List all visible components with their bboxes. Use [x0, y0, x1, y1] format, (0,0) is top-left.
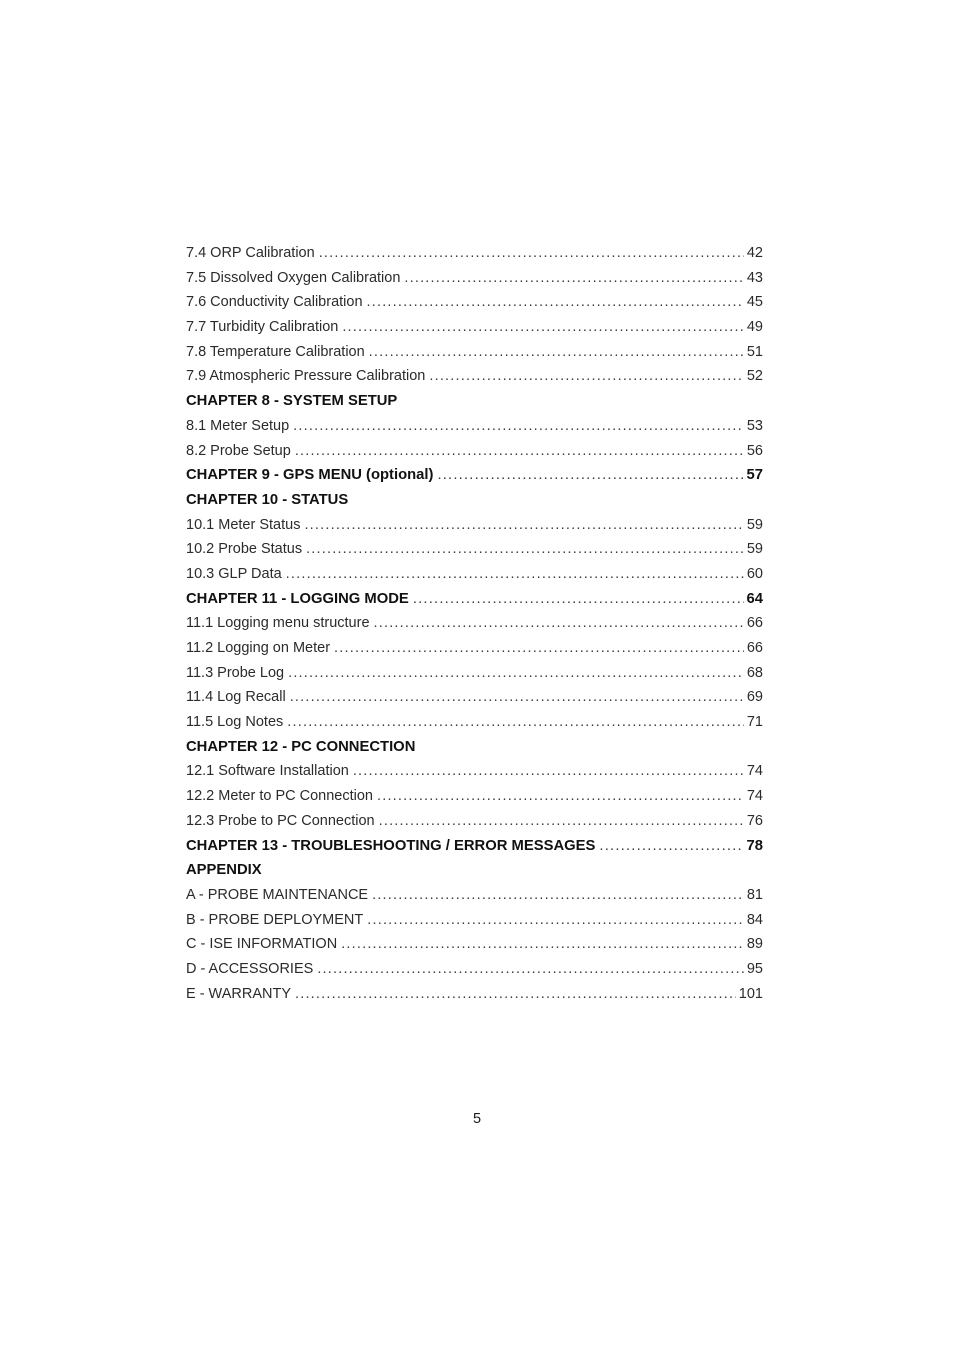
toc-dot-leader	[372, 883, 744, 908]
toc-entry	[186, 290, 763, 315]
toc-dot-leader	[377, 784, 744, 809]
toc-entry-title: D - ACCESSORIES	[186, 960, 314, 977]
toc-entry-page: 42	[746, 245, 763, 261]
toc-dot-leader	[367, 908, 744, 933]
toc-entry-title: 7.8 Temperature Calibration	[186, 343, 365, 360]
toc-entry	[186, 241, 763, 266]
toc-entry-page: 68	[746, 664, 763, 681]
toc-entry-title: 7.4 ORP Calibration	[186, 245, 315, 261]
toc-entry-page: 95	[746, 960, 763, 977]
toc-entry-page: 57	[746, 467, 763, 484]
toc-entry	[186, 611, 763, 636]
toc-chapter-heading	[186, 735, 763, 760]
toc-entry-page: 60	[746, 565, 763, 582]
toc-entry	[186, 908, 763, 933]
toc-entry-title: 10.3 GLP Data	[186, 565, 282, 582]
toc-dot-leader	[374, 611, 744, 636]
toc-entry	[186, 932, 763, 957]
toc-entry	[186, 661, 763, 686]
toc-dot-leader	[369, 340, 744, 365]
toc-dot-leader	[379, 809, 744, 834]
toc-entry-title: APPENDIX	[186, 862, 262, 879]
toc-dot-leader	[317, 957, 744, 982]
toc-entry	[186, 266, 763, 291]
toc-entry-page: 59	[746, 516, 763, 533]
toc-entry	[186, 957, 763, 982]
toc-dot-leader	[404, 266, 743, 291]
toc-dot-leader	[290, 685, 744, 710]
toc-entry-title: 10.2 Probe Status	[186, 541, 303, 558]
toc-entry-page: 66	[746, 615, 763, 632]
toc-entry-title: 11.3 Probe Log	[186, 664, 285, 681]
toc-entry-page: 101	[738, 985, 763, 1002]
toc-entry-page: 66	[746, 640, 763, 656]
toc-entry-title: 11.4 Log Recall	[186, 689, 286, 706]
toc-dot-leader	[287, 710, 744, 735]
toc-dot-leader	[353, 759, 744, 784]
toc-dot-leader	[599, 834, 743, 859]
toc-entry-title: 10.1 Meter Status	[186, 516, 301, 533]
toc-dot-leader	[293, 414, 744, 439]
toc-dot-leader	[342, 315, 744, 340]
toc-entry-title: 12.3 Probe to PC Connection	[186, 812, 375, 829]
toc-entry	[186, 809, 763, 834]
toc-entry-title: 11.5 Log Notes	[186, 714, 284, 731]
toc-entry-title: CHAPTER 10 - STATUS	[186, 491, 349, 508]
toc-entry	[186, 562, 763, 587]
toc-entry	[186, 710, 763, 735]
toc-entry	[186, 513, 763, 538]
toc-entry-title: 7.5 Dissolved Oxygen Calibration	[186, 269, 401, 286]
toc-dot-leader	[288, 661, 744, 686]
toc-entry-page: 52	[746, 368, 763, 385]
toc-entry-page: 71	[746, 714, 763, 731]
toc-entry-page: 74	[746, 763, 763, 780]
toc-entry-title: 8.1 Meter Setup	[186, 417, 290, 434]
toc-dot-leader	[304, 513, 743, 538]
toc-entry-title: CHAPTER 13 - TROUBLESHOOTING / ERROR MESSAGES	[186, 837, 596, 854]
toc-chapter-heading	[186, 587, 763, 612]
toc-entry-title: E - WARRANTY	[186, 985, 291, 1002]
toc-entry	[186, 537, 763, 562]
toc-entry	[186, 982, 763, 1007]
toc-entry-page: 64	[746, 590, 763, 607]
toc-entry-page: 56	[746, 442, 763, 459]
toc-entry-page: 49	[746, 319, 763, 336]
toc-entry-title: 12.1 Software Installation	[186, 763, 349, 780]
toc-entry	[186, 414, 763, 439]
page-number: 5	[472, 1111, 482, 1127]
toc-dot-leader	[306, 537, 744, 562]
toc-entry-title: CHAPTER 8 - SYSTEM SETUP	[186, 393, 398, 410]
toc-dot-leader	[429, 364, 743, 389]
toc-chapter-heading	[186, 834, 763, 859]
toc-dot-leader	[367, 290, 744, 315]
toc-entry-title: CHAPTER 12 - PC CONNECTION	[186, 738, 416, 755]
toc-entry-page: 59	[746, 541, 763, 558]
toc-dot-leader	[341, 932, 744, 957]
toc-entry	[186, 759, 763, 784]
toc-entry-title: 7.7 Turbidity Calibration	[186, 319, 339, 336]
toc-entry-title: 12.2 Meter to PC Connection	[186, 788, 373, 805]
table-of-contents	[186, 241, 763, 1006]
toc-dot-leader	[413, 587, 744, 612]
toc-chapter-heading	[186, 488, 763, 513]
toc-entry-page: 78	[746, 837, 763, 854]
toc-entry-title: 7.6 Conductivity Calibration	[186, 294, 363, 311]
toc-entry-title: C - ISE INFORMATION	[186, 936, 338, 953]
toc-entry-title: 11.2 Logging on Meter	[186, 640, 331, 656]
toc-entry	[186, 340, 763, 365]
toc-entry-page: 84	[746, 911, 763, 928]
toc-entry	[186, 883, 763, 908]
toc-entry	[186, 636, 763, 661]
toc-entry-page: 69	[746, 689, 763, 706]
toc-entry-title: 11.1 Logging menu structure	[186, 615, 370, 632]
toc-entry-title: CHAPTER 11 - LOGGING MODE	[186, 590, 409, 607]
toc-entry-page: 53	[746, 417, 763, 434]
toc-entry-title: CHAPTER 9 - GPS MENU (optional)	[186, 467, 434, 484]
toc-dot-leader	[295, 439, 744, 464]
toc-entry-page: 51	[746, 343, 763, 360]
toc-entry	[186, 364, 763, 389]
toc-entry-page: 43	[746, 269, 763, 286]
toc-entry	[186, 784, 763, 809]
toc-entry-page: 74	[746, 788, 763, 805]
toc-dot-leader	[334, 636, 744, 661]
toc-chapter-heading	[186, 858, 763, 883]
toc-entry-page: 89	[746, 936, 763, 953]
toc-entry-title: 8.2 Probe Setup	[186, 442, 291, 459]
toc-entry	[186, 439, 763, 464]
toc-dot-leader	[437, 463, 743, 488]
toc-entry-title: A - PROBE MAINTENANCE	[186, 886, 369, 903]
toc-dot-leader	[319, 241, 744, 266]
toc-entry-title: 7.9 Atmospheric Pressure Calibration	[186, 368, 426, 385]
toc-entry	[186, 685, 763, 710]
toc-chapter-heading	[186, 463, 763, 488]
toc-entry-page: 76	[746, 812, 763, 829]
toc-chapter-heading	[186, 389, 763, 414]
toc-entry-page: 81	[746, 886, 763, 903]
toc-entry-page: 45	[746, 294, 763, 311]
toc-entry-title: B - PROBE DEPLOYMENT	[186, 911, 364, 928]
toc-entry	[186, 315, 763, 340]
toc-dot-leader	[295, 982, 736, 1007]
toc-dot-leader	[286, 562, 744, 587]
